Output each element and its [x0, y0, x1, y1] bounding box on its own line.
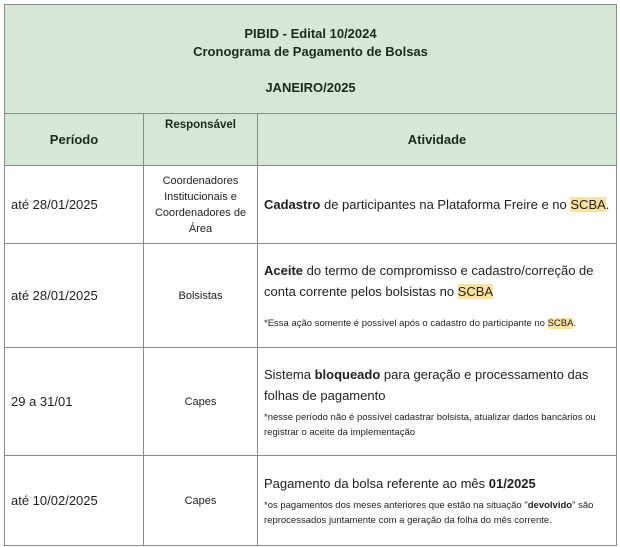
schedule-container	[4, 4, 616, 546]
row-responsavel: Capes	[144, 348, 258, 456]
row-atividade	[258, 244, 617, 348]
row-periodo: até 10/02/2025	[5, 456, 144, 546]
row-atividade	[258, 348, 617, 456]
note-end: .	[573, 318, 577, 329]
row-atividade	[258, 166, 617, 244]
month-title: JANEIRO/2025	[265, 80, 356, 95]
note-post: " são reprocessados juntamente com a geração da folha do mês corrente.	[264, 500, 594, 526]
row-atividade	[258, 456, 617, 546]
activity-pre: Sistema	[264, 366, 315, 382]
payment-schedule-table	[4, 4, 617, 546]
activity-body: do termo de compromisso e cadastro/correção de conta corrente pelos bolsistas no	[264, 263, 594, 299]
activity-end: .	[605, 197, 610, 212]
note-bold: devolvido	[527, 500, 573, 511]
row-responsavel: Capes	[144, 456, 258, 546]
scba-highlight: SCBA	[457, 284, 494, 299]
table-row	[5, 166, 617, 244]
activity-text	[264, 260, 610, 302]
activity-body: Pagamento da bolsa referente ao mês	[264, 476, 489, 491]
table-row	[5, 456, 617, 546]
activity-bold: Aceite	[264, 263, 304, 278]
activity-note	[264, 498, 610, 528]
scba-highlight: SCBA	[547, 318, 574, 329]
table-row	[5, 348, 617, 456]
activity-text	[264, 473, 610, 494]
activity-note	[264, 316, 610, 331]
activity-bold: 01/2025	[488, 476, 536, 491]
program-title: PIBID - Edital 10/2024	[244, 26, 377, 41]
activity-text	[264, 194, 610, 215]
activity-body: para geração e processamento das folhas de pagamento	[264, 366, 589, 403]
activity-body: de participantes na Plataforma Freire e no	[320, 197, 571, 212]
note-pre: *os pagamentos dos meses anteriores que estão na situação "	[264, 500, 528, 511]
schedule-title: Cronograma de Pagamento de Bolsas	[193, 44, 428, 59]
row-periodo: 29 a 31/01	[5, 348, 144, 456]
row-periodo: até 28/01/2025	[5, 244, 144, 348]
row-periodo: até 28/01/2025	[5, 166, 144, 244]
table-title-cell	[5, 5, 617, 114]
activity-text	[264, 364, 610, 406]
activity-bold: Cadastro	[264, 197, 321, 212]
column-header-periodo: Período	[5, 114, 144, 166]
row-responsavel: Bolsistas	[144, 244, 258, 348]
activity-note: *nesse período não é possível cadastrar bolsista, atualizar dados bancários ou registrar o aceite da implementação	[264, 411, 596, 438]
table-row	[5, 244, 617, 348]
column-header-atividade: Atividade	[258, 114, 617, 166]
column-header-responsavel: Responsável	[144, 114, 258, 166]
row-responsavel: Coordenadores Institucionais e Coordenadores de Área	[144, 166, 258, 244]
activity-bold: bloqueado	[314, 366, 381, 382]
note-text: *Essa ação somente é possível após o cadastro do participante no	[264, 318, 548, 329]
scba-highlight: SCBA	[570, 197, 606, 212]
